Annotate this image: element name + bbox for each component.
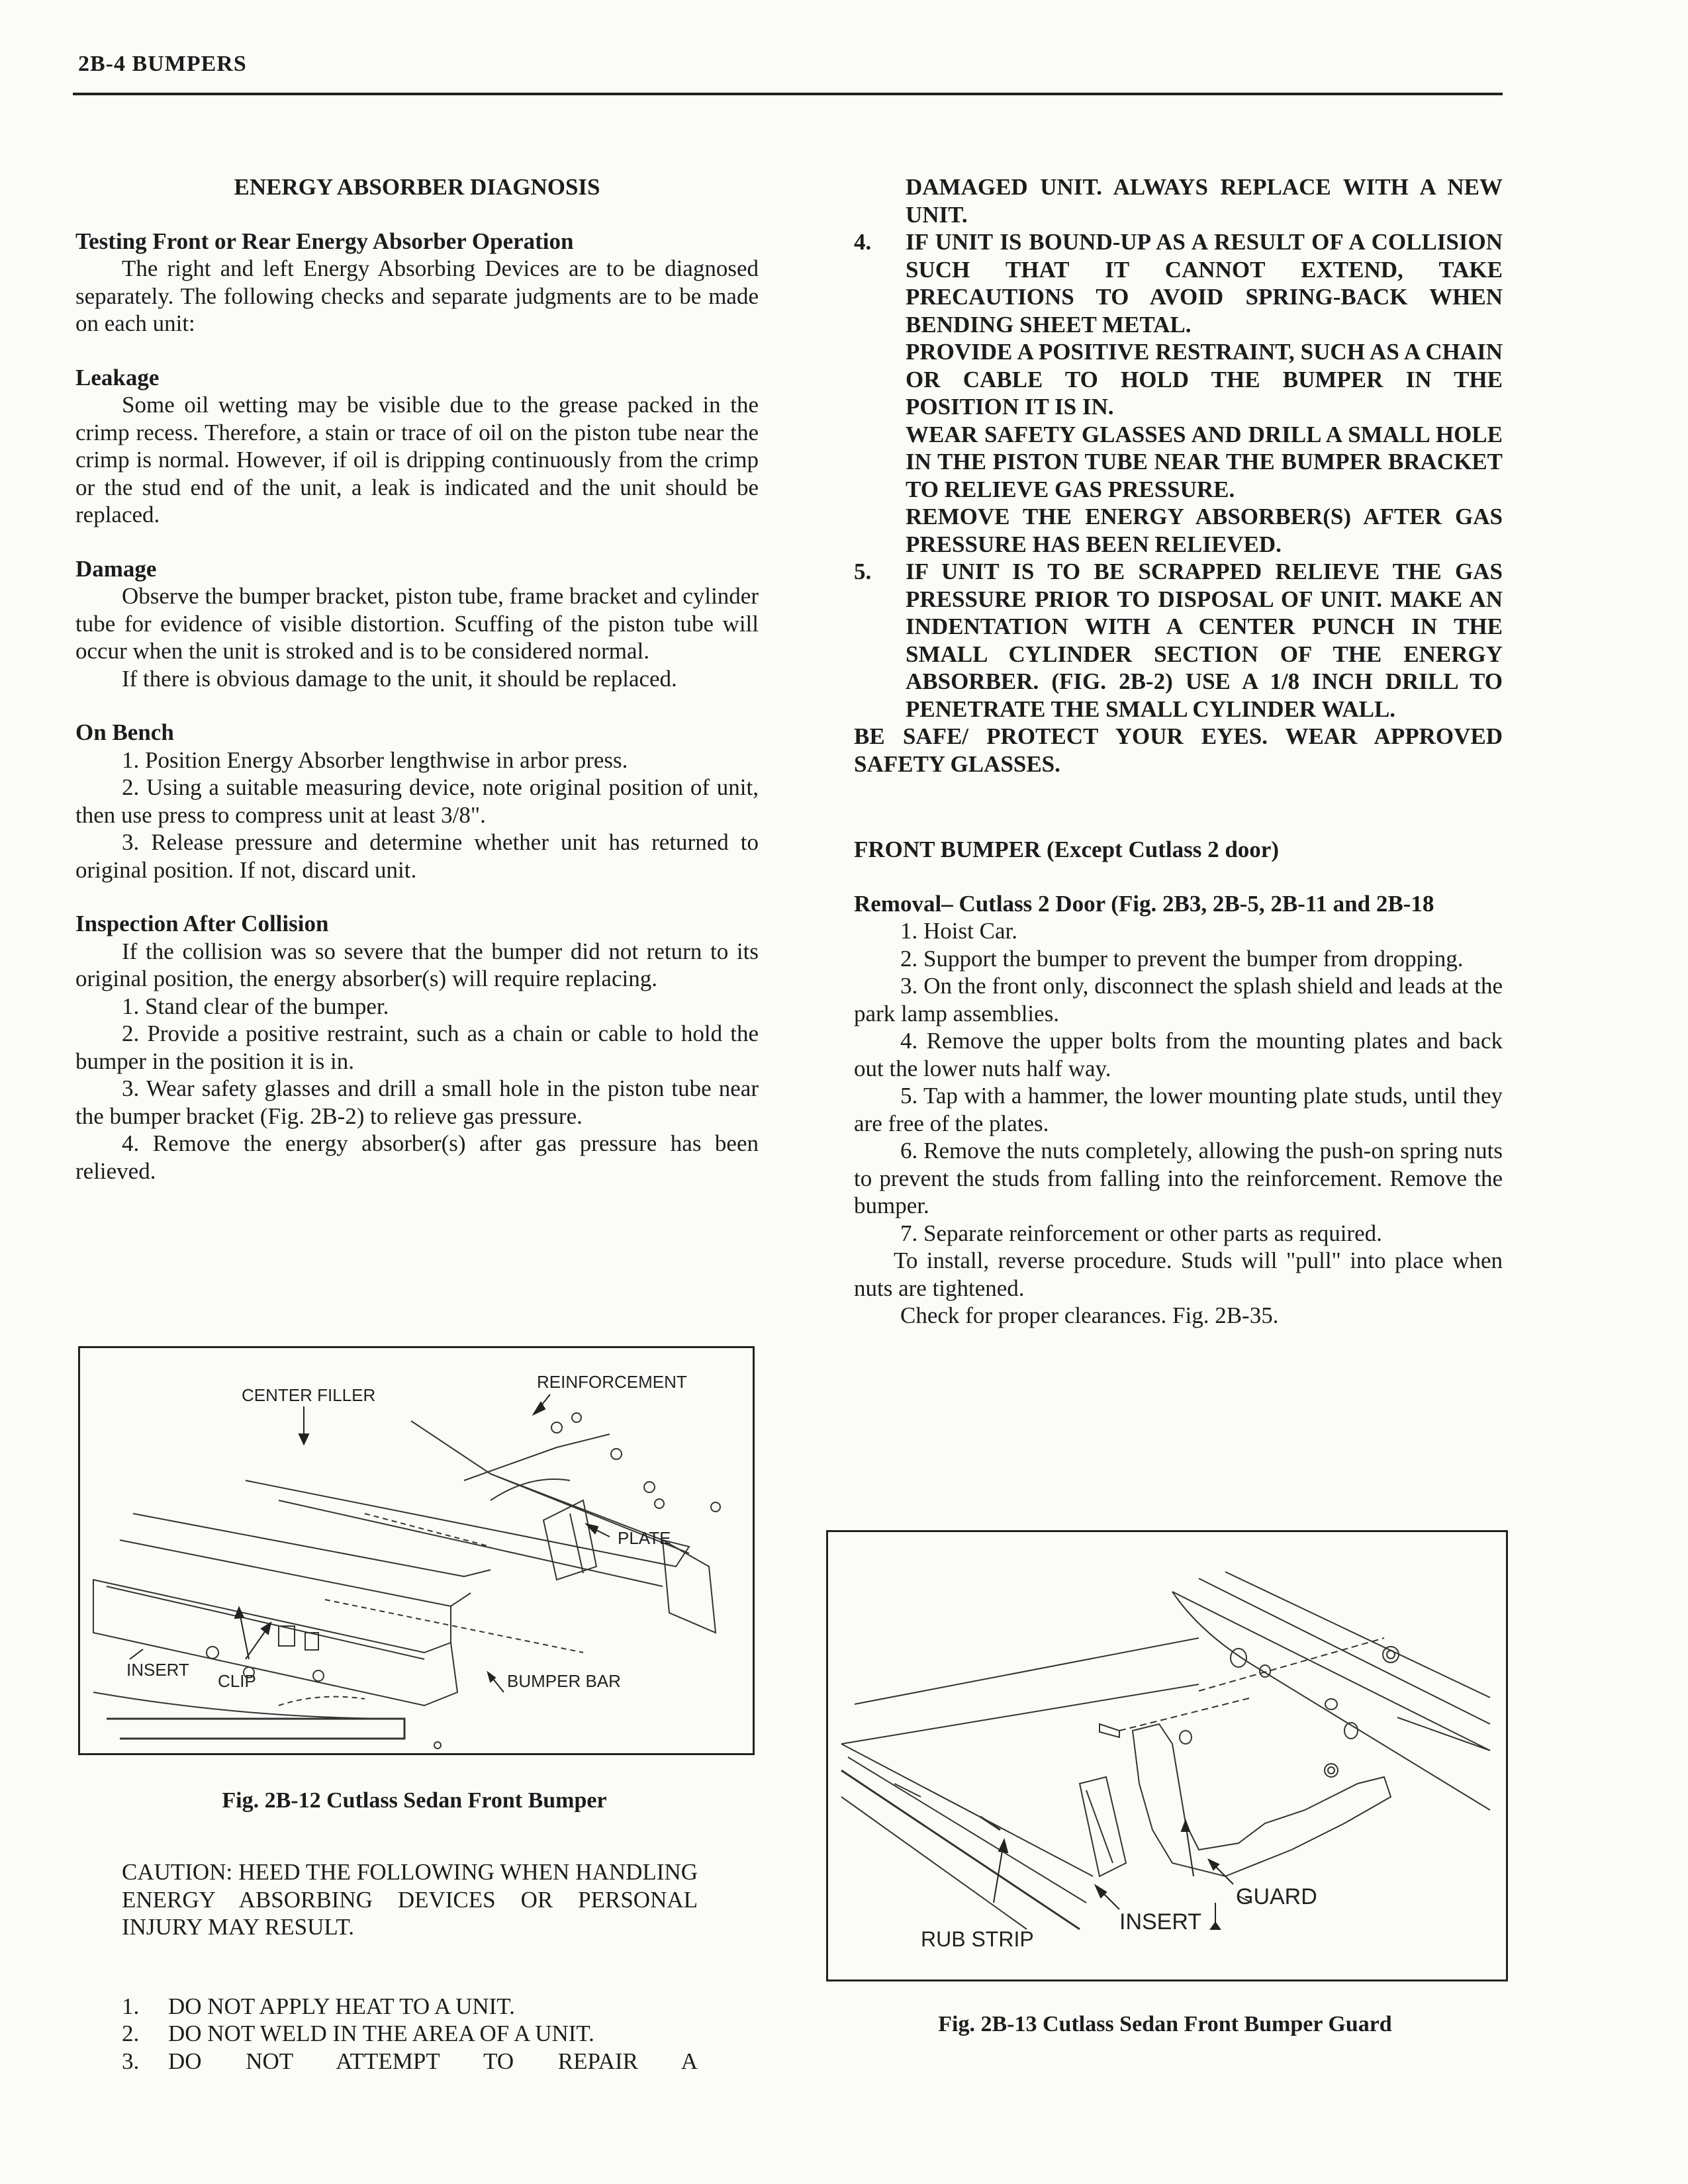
damage-heading: Damage xyxy=(75,555,157,582)
removal-heading: Removal– Cutlass 2 Door (Fig. 2B3, 2B-5, 2B-11 and 2B-18 xyxy=(854,890,1434,917)
caution-item-text: DO NOT ATTEMPT TO REPAIR A xyxy=(168,2048,698,2074)
figure-2b-13-caption: Fig. 2B-13 Cutlass Sedan Front Bumper Guard xyxy=(938,2012,1392,2036)
caution-item xyxy=(122,2048,698,2075)
section-title: ENERGY ABSORBER DIAGNOSIS xyxy=(234,174,600,200)
bench-step-2: 2. Using a suitable measuring device, note original position of unit, then use press to compress unit at least 3/8". xyxy=(75,774,759,828)
inspection-text: If the collision was so severe that the bumper did not return to its original position, the energy absorber(s) will require replacing. xyxy=(75,938,759,991)
figure-2b-12 xyxy=(78,1346,755,1755)
testing-text: The right and left Energy Absorbing Devices are to be diagnosed separately. The following checks and separate judgments are to be made on each unit: xyxy=(75,255,759,336)
caution-item-number: 2. xyxy=(122,2021,140,2046)
label-insert: INSERT xyxy=(126,1660,189,1680)
label-guard: GUARD xyxy=(1236,1884,1317,1909)
inspection-step-3: 3. Wear safety glasses and drill a small hole in the piston tube near the bumper bracket (Fig. 2B-2) to relieve gas pressure. xyxy=(75,1075,759,1129)
label-rub-strip: RUB STRIP xyxy=(921,1927,1034,1951)
damage-text-2: If there is obvious damage to the unit, it should be replaced. xyxy=(122,665,677,692)
removal-step: 1. Hoist Car. xyxy=(900,918,1017,944)
header-rule xyxy=(73,93,1503,95)
warning-item-4-c: WEAR SAFETY GLASSES AND DRILL A SMALL HOLE IN THE PISTON TUBE NEAR THE BUMPER BRACKET TO RELIEVE GAS PRESSURE. xyxy=(906,421,1503,502)
right-column xyxy=(854,173,1503,1330)
left-column xyxy=(75,173,759,1185)
be-safe-text: BE SAFE/ PROTECT YOUR EYES. WEAR APPROVED SAFETY GLASSES. xyxy=(854,723,1503,777)
caution-item-text: DO NOT APPLY HEAT TO A UNIT. xyxy=(168,1993,515,2019)
label-insert: INSERT xyxy=(1119,1909,1202,1934)
caution-item-number: 1. xyxy=(122,1993,140,2019)
warning-item-5 xyxy=(854,558,1503,723)
inspection-step-2: 2. Provide a positive restraint, such as a chain or cable to hold the bumper in the position it is in. xyxy=(75,1021,759,1074)
caution-item-text: DO NOT WELD IN THE AREA OF A UNIT. xyxy=(168,2021,594,2046)
bench-heading: On Bench xyxy=(75,719,174,745)
damage-text-1: Observe the bumper bracket, piston tube, frame bracket and cylinder tube for evidence of visible distortion. Scuffing of the piston tube will occur when the unit is stroked and is to be considered normal. xyxy=(75,583,759,664)
inspection-step-4: 4. Remove the energy absorber(s) after gas pressure has been relieved. xyxy=(75,1130,759,1184)
label-center-filler: CENTER FILLER xyxy=(242,1385,376,1405)
removal-step: 2. Support the bumper to prevent the bumper from dropping. xyxy=(900,945,1464,972)
removal-step: 6. Remove the nuts completely, allowing the push-on spring nuts to prevent the studs from falling into the reinforcement. Remove the bumper. xyxy=(854,1138,1503,1218)
continued-text: DAMAGED UNIT. ALWAYS REPLACE WITH A NEW UNIT. xyxy=(906,174,1503,228)
caution-item xyxy=(122,2020,698,2048)
inspection-step-1: 1. Stand clear of the bumper. xyxy=(122,993,389,1019)
bench-step-1: 1. Position Energy Absorber lengthwise in arbor press. xyxy=(122,747,628,773)
bench-step-3: 3. Release pressure and determine whether unit has returned to original position. If not, discard unit. xyxy=(75,829,759,883)
testing-heading: Testing Front or Rear Energy Absorber Operation xyxy=(75,228,574,254)
warning-item-number: 4. xyxy=(854,229,872,255)
install-text: To install, reverse procedure. Studs will "pull" into place when nuts are tightened. xyxy=(854,1248,1503,1301)
bumper-illustration xyxy=(80,1348,753,1753)
label-clip: CLIP xyxy=(218,1671,256,1691)
warning-item-number: 5. xyxy=(854,559,872,584)
warning-item-5-text: IF UNIT IS TO BE SCRAPPED RELIEVE THE GAS PRESSURE PRIOR TO DISPOSAL OF UNIT. MAKE AN INDENTATION WITH A CENTER PUNCH IN THE SMALL CYLINDER SECTION OF THE ENERGY ABSORBER. (FIG. 2B-2) USE A 1/8 INCH DRILL TO PENETRATE THE SMALL CYLINDER WALL. xyxy=(906,559,1503,722)
inspection-heading: Inspection After Collision xyxy=(75,911,329,936)
label-bumper-bar: BUMPER BAR xyxy=(507,1671,621,1691)
warning-item-4-b: PROVIDE A POSITIVE RESTRAINT, SUCH AS A CHAIN OR CABLE TO HOLD THE BUMPER IN THE POSITION IT IS IN. xyxy=(906,339,1503,420)
caution-item xyxy=(122,1993,698,2021)
warning-item-4-d: REMOVE THE ENERGY ABSORBER(S) AFTER GAS PRESSURE HAS BEEN RELIEVED. xyxy=(906,504,1503,557)
figure-2b-12-caption: Fig. 2B-12 Cutlass Sedan Front Bumper xyxy=(222,1788,607,1813)
bumper-guard-illustration xyxy=(828,1532,1506,1979)
label-reinforcement: REINFORCEMENT xyxy=(537,1372,687,1392)
front-bumper-heading: FRONT BUMPER (Except Cutlass 2 door) xyxy=(854,837,1279,862)
warning-item-4 xyxy=(854,228,1503,558)
warning-item-4-a: IF UNIT IS BOUND-UP AS A RESULT OF A COLLISION SUCH THAT IT CANNOT EXTEND, TAKE PRECAUTIONS TO AVOID SPRING-BACK WHEN BENDING SHEET METAL. xyxy=(906,229,1503,338)
figure-2b-13 xyxy=(826,1530,1508,1981)
label-plate: PLATE xyxy=(618,1528,671,1548)
removal-step: 3. On the front only, disconnect the splash shield and leads at the park lamp assemblies. xyxy=(854,973,1503,1026)
leakage-text: Some oil wetting may be visible due to the grease packed in the crimp recess. Therefore, a stain or trace of oil on the piston tube near the crimp is normal. However, if oil is dripping continuously from the crimp or the stud end of the unit, a leak is indicated and the unit should be replaced. xyxy=(75,392,759,527)
leakage-heading: Leakage xyxy=(75,364,160,390)
caution-block xyxy=(122,1858,698,2075)
caution-text: CAUTION: HEED THE FOLLOWING WHEN HANDLING ENERGY ABSORBING DEVICES OR PERSONAL INJURY MAY RESULT. xyxy=(122,1859,698,1940)
check-text: Check for proper clearances. Fig. 2B-35. xyxy=(900,1302,1279,1328)
caution-item-number: 3. xyxy=(122,2048,140,2074)
page-header: 2B-4 BUMPERS xyxy=(78,52,247,76)
removal-step: 4. Remove the upper bolts from the mounting plates and back out the lower nuts half way. xyxy=(854,1028,1503,1081)
removal-step: 7. Separate reinforcement or other parts as required. xyxy=(900,1220,1382,1246)
removal-step: 5. Tap with a hammer, the lower mounting plate studs, until they are free of the plates. xyxy=(854,1083,1503,1136)
